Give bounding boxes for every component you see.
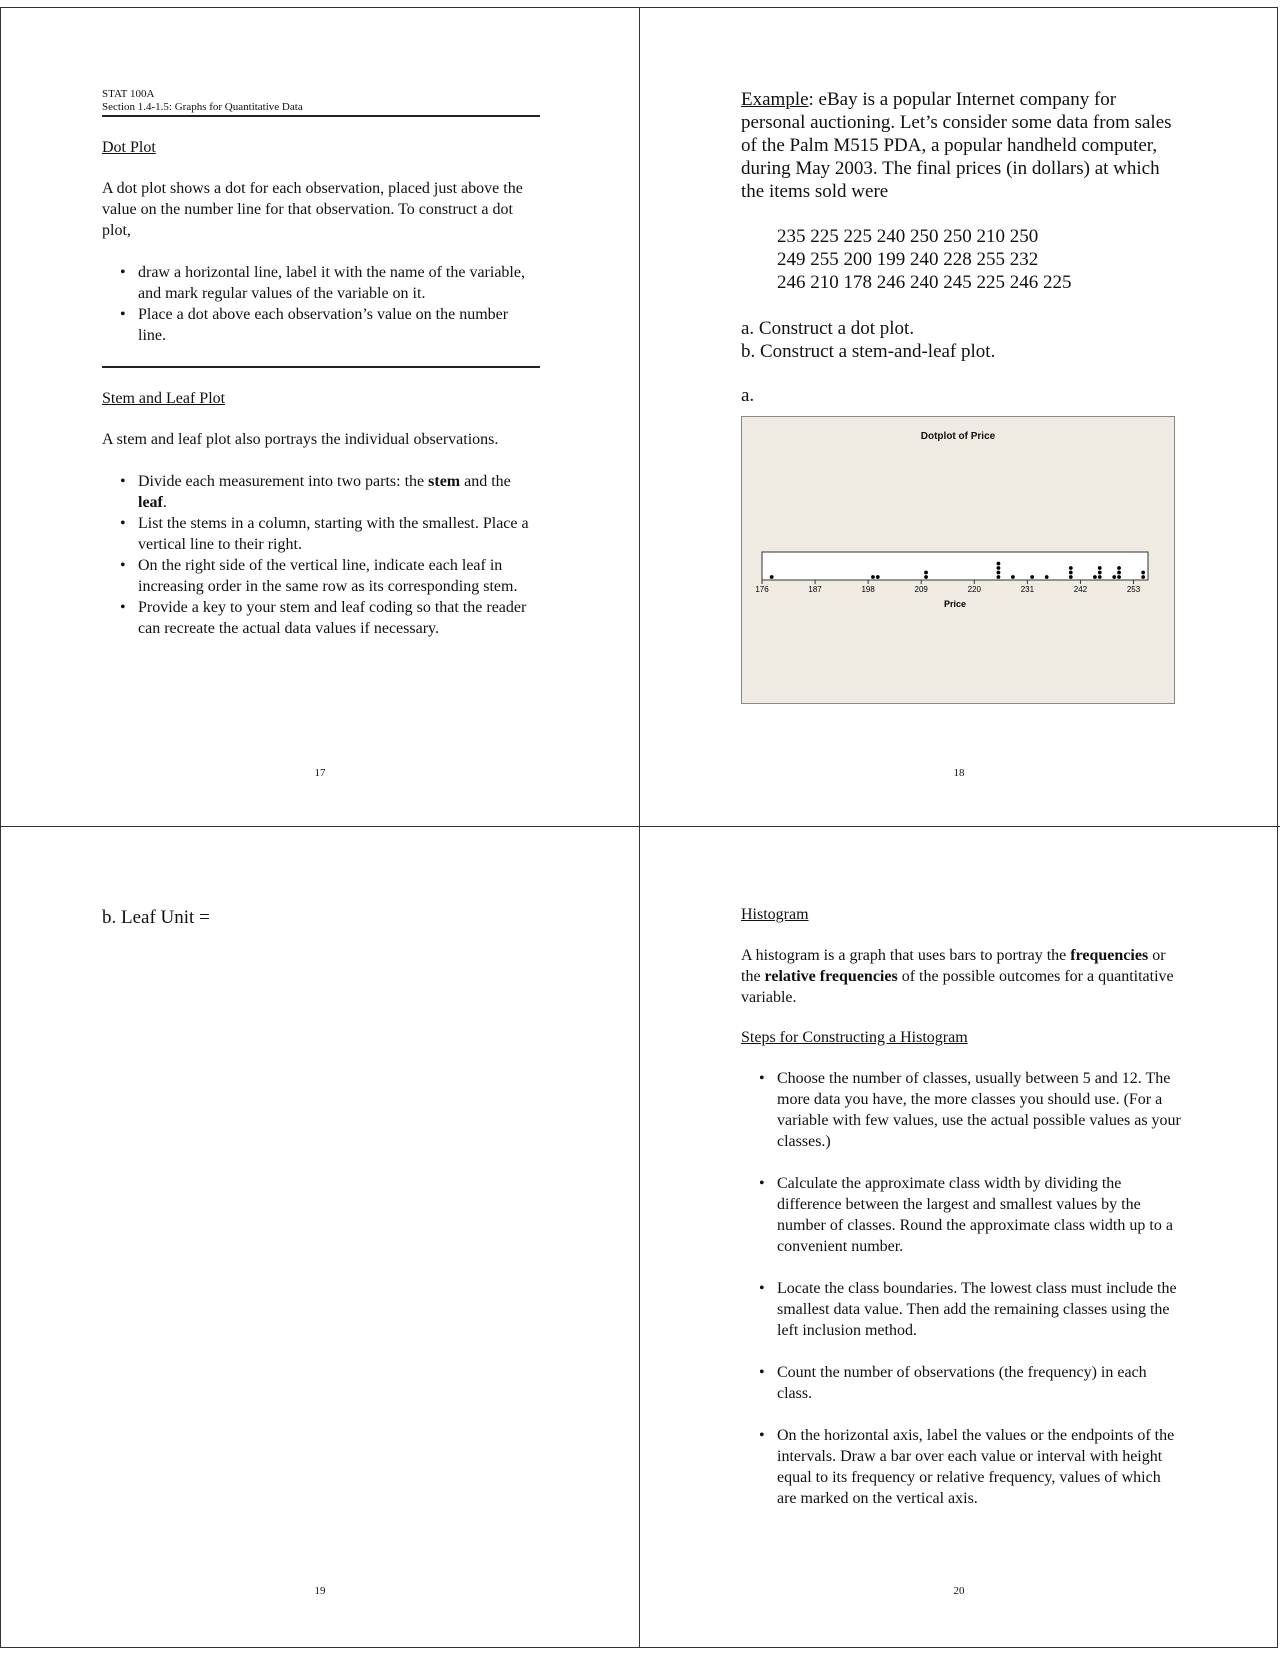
data-point xyxy=(876,575,880,579)
data-point xyxy=(1117,571,1121,575)
data-row: 235 225 225 240 250 250 210 250 xyxy=(777,226,1039,247)
page-number-20: 20 xyxy=(953,1585,965,1597)
list-item: • Count the number of observations (the frequency) in each class. xyxy=(741,1362,1181,1404)
page-number-19: 19 xyxy=(314,1585,326,1597)
plot-area xyxy=(762,552,1148,580)
data-point xyxy=(924,575,928,579)
horizontal-divider xyxy=(0,826,1280,827)
leaf-unit-label: b. Leaf Unit = xyxy=(102,907,210,928)
page-19 xyxy=(102,906,540,929)
example-paragraph: Example: eBay is a popular Internet company for personal auctioning. Let’s consider some data from sales of the Palm M515 PDA, a popular handheld computer, during May 2003. The final prices (in dollars) at which the items sold were xyxy=(741,89,1172,202)
data-point xyxy=(871,575,875,579)
chart-title: Dotplot of Price xyxy=(920,431,996,442)
x-axis-label: Price xyxy=(943,599,967,609)
x-tick-label: 209 xyxy=(914,585,928,594)
list-item: • Locate the class boundaries. The lowest class must include the smallest data value. Then add the remaining classes using the left inclusion method. xyxy=(741,1278,1181,1341)
answer-a-label: a. xyxy=(741,385,755,406)
data-point xyxy=(1069,575,1073,579)
data-point xyxy=(1117,566,1121,570)
page-18 xyxy=(741,88,1181,407)
histogram-heading: Histogram xyxy=(741,906,809,923)
data-point xyxy=(997,562,1001,566)
list-item: • List the stems in a column, starting with the smallest. Place a vertical line to their right. xyxy=(102,513,540,555)
list-item: • Provide a key to your stem and leaf coding so that the reader can recreate the actual data values if necessary. xyxy=(102,597,540,639)
dot-plot-steps xyxy=(102,262,540,346)
page-17 xyxy=(102,88,540,639)
list-item: • Choose the number of classes, usually between 5 and 12. The more data you have, the more classes you should use. (For a variable with few values, use the actual possible values as your classes.) xyxy=(741,1068,1181,1152)
data-row: 246 210 178 246 240 245 225 246 225 xyxy=(777,272,1072,293)
data-point xyxy=(997,566,1001,570)
course-title: STAT 100A xyxy=(102,88,155,100)
steps-heading: Steps for Constructing a Histogram xyxy=(741,1029,968,1046)
x-tick-label: 187 xyxy=(808,585,822,594)
page-number-18: 18 xyxy=(953,767,965,779)
task-b: b. Construct a stem-and-leaf plot. xyxy=(741,341,996,362)
page-number-17: 17 xyxy=(314,767,326,779)
dotplot-chart xyxy=(741,416,1175,704)
stem-leaf-steps xyxy=(102,471,540,639)
data-point xyxy=(1069,571,1073,575)
histogram-paragraph: A histogram is a graph that uses bars to portray the frequencies or the relative frequencies of the possible outcomes for a quantitative variable. xyxy=(741,947,1174,1006)
section-divider xyxy=(102,366,540,368)
data-point xyxy=(1093,575,1097,579)
task-a: a. Construct a dot plot. xyxy=(741,318,915,339)
stem-leaf-heading: Stem and Leaf Plot xyxy=(102,390,226,407)
page-header xyxy=(102,88,540,117)
section-title: Section 1.4-1.5: Graphs for Quantitative Data xyxy=(102,101,303,113)
page-20 xyxy=(741,906,1181,1509)
x-tick-label: 198 xyxy=(861,585,875,594)
list-item: • On the horizontal axis, label the values or the endpoints of the intervals. Draw a bar over each value or interval with height equal to its frequency or relative frequency, values of which are marked on the vertical axis. xyxy=(741,1425,1181,1509)
data-point xyxy=(1098,571,1102,575)
dot-plot-paragraph: A dot plot shows a dot for each observation, placed just above the value on the number line for that observation. To construct a dot plot, xyxy=(102,180,523,239)
histogram-steps xyxy=(741,1068,1181,1509)
x-tick-label: 176 xyxy=(755,585,769,594)
price-data xyxy=(777,225,1181,294)
list-item: • On the right side of the vertical line, indicate each leaf in increasing order in the same row as its corresponding stem. xyxy=(102,555,540,597)
data-point xyxy=(997,575,1001,579)
x-tick-label: 231 xyxy=(1020,585,1035,594)
data-point xyxy=(1117,575,1121,579)
x-tick-label: 242 xyxy=(1073,585,1088,594)
data-point xyxy=(1141,571,1145,575)
data-point xyxy=(1098,566,1102,570)
x-tick-label: 220 xyxy=(967,585,981,594)
dot-plot-heading: Dot Plot xyxy=(102,139,156,156)
data-point xyxy=(924,571,928,575)
list-item: • Divide each measurement into two parts: the stem and the leaf. xyxy=(102,471,540,513)
data-point xyxy=(1030,575,1034,579)
list-item: • draw a horizontal line, label it with the name of the variable, and mark regular values of the variable on it. xyxy=(102,262,540,304)
x-tick-label: 253 xyxy=(1126,585,1141,594)
dotplot-svg xyxy=(742,417,1174,703)
list-item: • Calculate the approximate class width by dividing the difference between the largest and smallest values by the number of classes. Round the approximate class width up to a convenient number. xyxy=(741,1173,1181,1257)
data-point xyxy=(1045,575,1049,579)
data-point xyxy=(1069,566,1073,570)
list-item: • Place a dot above each observation’s value on the number line. xyxy=(102,304,540,346)
data-point xyxy=(1011,575,1015,579)
data-point xyxy=(1112,575,1116,579)
example-label: Example xyxy=(741,89,809,110)
data-point xyxy=(1141,575,1145,579)
stem-leaf-paragraph: A stem and leaf plot also portrays the individual observations. xyxy=(102,431,499,448)
data-point xyxy=(1098,575,1102,579)
data-point xyxy=(997,571,1001,575)
data-point xyxy=(770,575,774,579)
data-row: 249 255 200 199 240 228 255 232 xyxy=(777,249,1039,270)
vertical-divider xyxy=(639,7,640,1648)
